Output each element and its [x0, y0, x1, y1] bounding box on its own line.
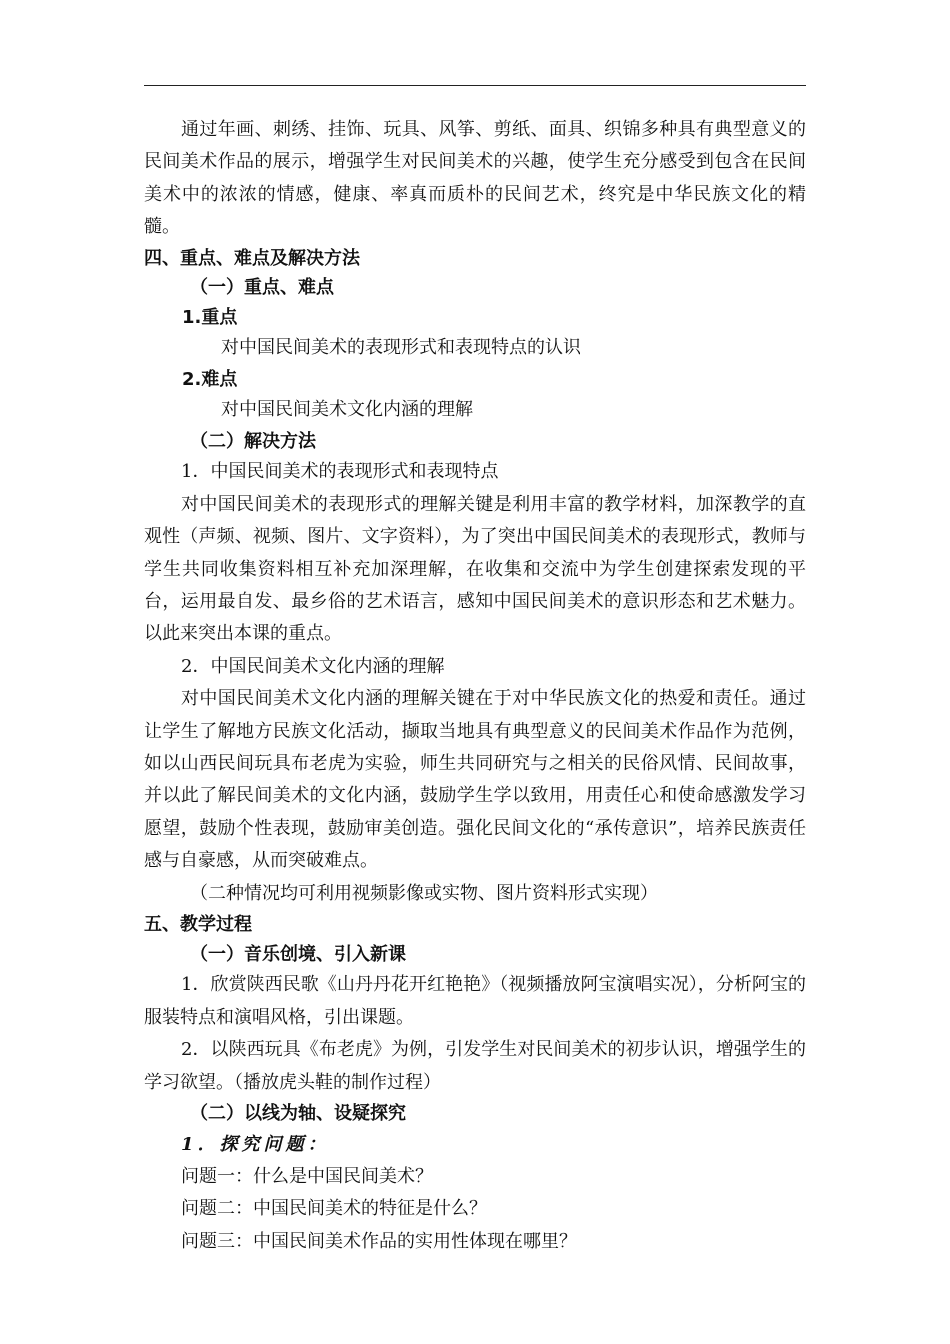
section5-title: 五、教学过程	[144, 914, 252, 936]
step2-text: 2．以陕西玩具《布老虎》为例，引发学生对民间美术的初步认识，增强学生的学习欲望。（播放虎头鞋的制作过程）	[144, 1039, 806, 1093]
key-point-text: 对中国民间美术的表现形式和表现特点的认识	[221, 337, 581, 359]
method1-text: 对中国民间美术的表现形式的理解关键是利用丰富的教学材料，加深教学的直观性（声频、视频、图片、文字资料），为了突出中国民间美术的表现形式，教师与学生共同收集资料相互补充加深理解，在收集和交流中为学生创建探索发现的平台，运用最自发、最乡俗的艺术语言，感知中国民间美术的意识形态和艺术魅力。以此来突出本课的重点。	[144, 493, 806, 645]
question-item: 问题三：中国民间美术作品的实用性体现在哪里？	[181, 1230, 577, 1252]
section5-sub1-title: （一）音乐创境、引入新课	[190, 943, 406, 965]
document-body	[144, 114, 806, 1258]
section4-note: （二种情况均可利用视频影像或实物、图片资料形式实现）	[190, 882, 658, 904]
method2-title: 2．中国民间美术文化内涵的理解	[181, 655, 445, 677]
step1-text: 1．欣赏陕西民歌《山丹丹花开红艳艳》（视频播放阿宝演唱实况），分析阿宝的服装特点和演唱风格，引出课题。	[144, 974, 806, 1028]
section4-sub1-title: （一）重点、难点	[190, 277, 334, 299]
question-item: 问题一：什么是中国民间美术？	[181, 1165, 433, 1187]
intro-paragraph: 通过年画、刺绣、挂饰、玩具、风筝、剪纸、面具、织锦多种具有典型意义的民间美术作品的展示，增强学生对民间美术的兴趣，使学生充分感受到包含在民间美术中的浓浓的情感，健康、率真而质朴的民间艺术，终究是中华民族文化的精髓。	[144, 119, 806, 238]
section4-title: 四、重点、难点及解决方法	[144, 247, 360, 269]
difficulty-text: 对中国民间美术文化内涵的理解	[221, 399, 473, 421]
section4-sub2-title: （二）解决方法	[190, 430, 316, 452]
method1-title: 1．中国民间美术的表现形式和表现特点	[181, 461, 499, 483]
explore-title: 1．探究问题：	[181, 1133, 330, 1155]
method2-text: 对中国民间美术文化内涵的理解关键在于对中华民族文化的热爱和责任。通过让学生了解地方民族文化活动，撷取当地具有典型意义的民间美术作品作为范例，如以山西民间玩具布老虎为实验，师生共同研究与之相关的民俗风情、民间故事，并以此了解民间美术的文化内涵，鼓励学生学以致用，用责任心和使命感激发学习愿望，鼓励个性表现，鼓励审美创造。强化民间文化的“承传意识”，培养民族责任感与自豪感，从而突破难点。	[144, 688, 806, 872]
key-point-title: 1.重点	[182, 306, 238, 328]
section5-sub2-title: （二）以线为轴、设疑探究	[190, 1102, 406, 1124]
difficulty-title: 2.难点	[182, 368, 238, 390]
question-item: 问题二：中国民间美术的特征是什么？	[181, 1198, 487, 1220]
header-rule	[144, 85, 806, 86]
